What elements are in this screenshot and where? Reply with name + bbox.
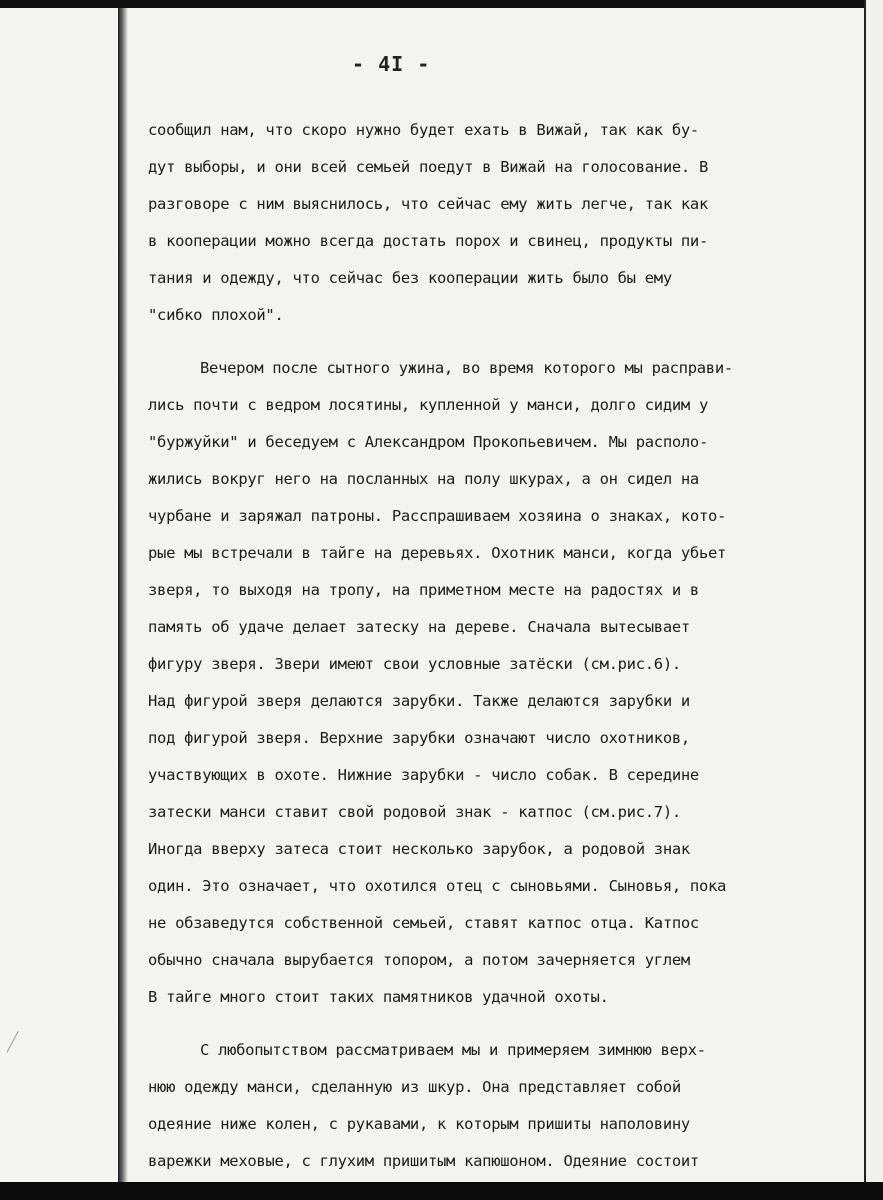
text-line: Вечером после сытного ужина, во время которого мы расправи- [200, 359, 733, 377]
text-line: фигуру зверя. Звери имеют свои условные затёски (см.рис.6). [148, 655, 681, 673]
paragraph-gap [148, 334, 828, 350]
text-line: под фигурой зверя. Верхние зарубки означают число охотников, [148, 729, 690, 747]
text-line: тания и одежду, что сейчас без кооперации жить было бы ему [148, 269, 672, 287]
text-line: зверя, то выходя на тропу, на приметном месте на радостях и в [148, 581, 699, 599]
text-line: затески манси ставит свой родовой знак - катпос (см.рис.7). [148, 803, 681, 821]
text-line: В тайге много стоит таких памятников удачной охоты. [148, 988, 609, 1006]
text-line: сообщил нам, что скоро нужно будет ехать в Вижай, так как бу- [148, 121, 699, 139]
text-line: жились вокруг него на посланных на полу шкурах, а он сидел на [148, 470, 699, 488]
text-line: одеяние ниже колен, с рукавами, к которым пришиты наполовину [148, 1115, 690, 1133]
paragraph-gap [148, 1016, 828, 1032]
text-line: нюю одежду манси, сделанную из шкур. Она представляет собой [148, 1078, 681, 1096]
text-line: не обзаведутся собственной семьей, ставят катпос отца. Катпос [148, 914, 699, 932]
text-line: "сибко плохой". [148, 306, 284, 324]
document-page [118, 8, 864, 1182]
text-line: один. Это означает, что охотился отец с сыновьями. Сыновья, пока [148, 877, 727, 895]
text-line: обычно сначала вырубается топором, а потом зачерняется углем [148, 951, 690, 969]
body-text [148, 112, 828, 1180]
text-line: рые мы встречали в тайге на деревьях. Охотник манси, когда убьет [148, 544, 727, 562]
bottom-scan-edge [0, 1182, 883, 1200]
text-line: Над фигурой зверя делаются зарубки. Также делаются зарубки и [148, 692, 690, 710]
left-scan-margin [0, 0, 118, 1200]
right-scan-edge [864, 0, 883, 1200]
text-line: лись почти с ведром лосятины, купленной у манси, долго сидим у [148, 396, 708, 414]
text-line: чурбане и заряжал патроны. Расспрашиваем хозяина о знаках, кото- [148, 507, 727, 525]
text-line: память об удаче делает затеску на дереве. Сначала вытесывает [148, 618, 690, 636]
text-line: варежки меховые, с глухим пришитым капюшоном. Одеяние состоит [148, 1152, 699, 1170]
text-line: "буржуйки" и беседуем с Александром Прокопьевичем. Мы располо- [148, 433, 708, 451]
margin-pencil-mark [6, 1031, 18, 1053]
text-line: С любопытством рассматриваем мы и примеряем зимнюю верх- [200, 1041, 706, 1059]
text-line: в кооперации можно всегда достать порох и свинец, продукты пи- [148, 232, 708, 250]
page-number: - 4I - [352, 52, 431, 76]
text-line: дут выборы, и они всей семьей поедут в Вижай на голосование. В [148, 158, 708, 176]
text-line: участвующих в охоте. Нижние зарубки - число собак. В середине [148, 766, 699, 784]
text-line: Иногда вверху затеса стоит несколько зарубок, а родовой знак [148, 840, 690, 858]
text-line: разговоре с ним выяснилось, что сейчас ему жить легче, так как [148, 195, 708, 213]
top-scan-edge [0, 0, 883, 8]
